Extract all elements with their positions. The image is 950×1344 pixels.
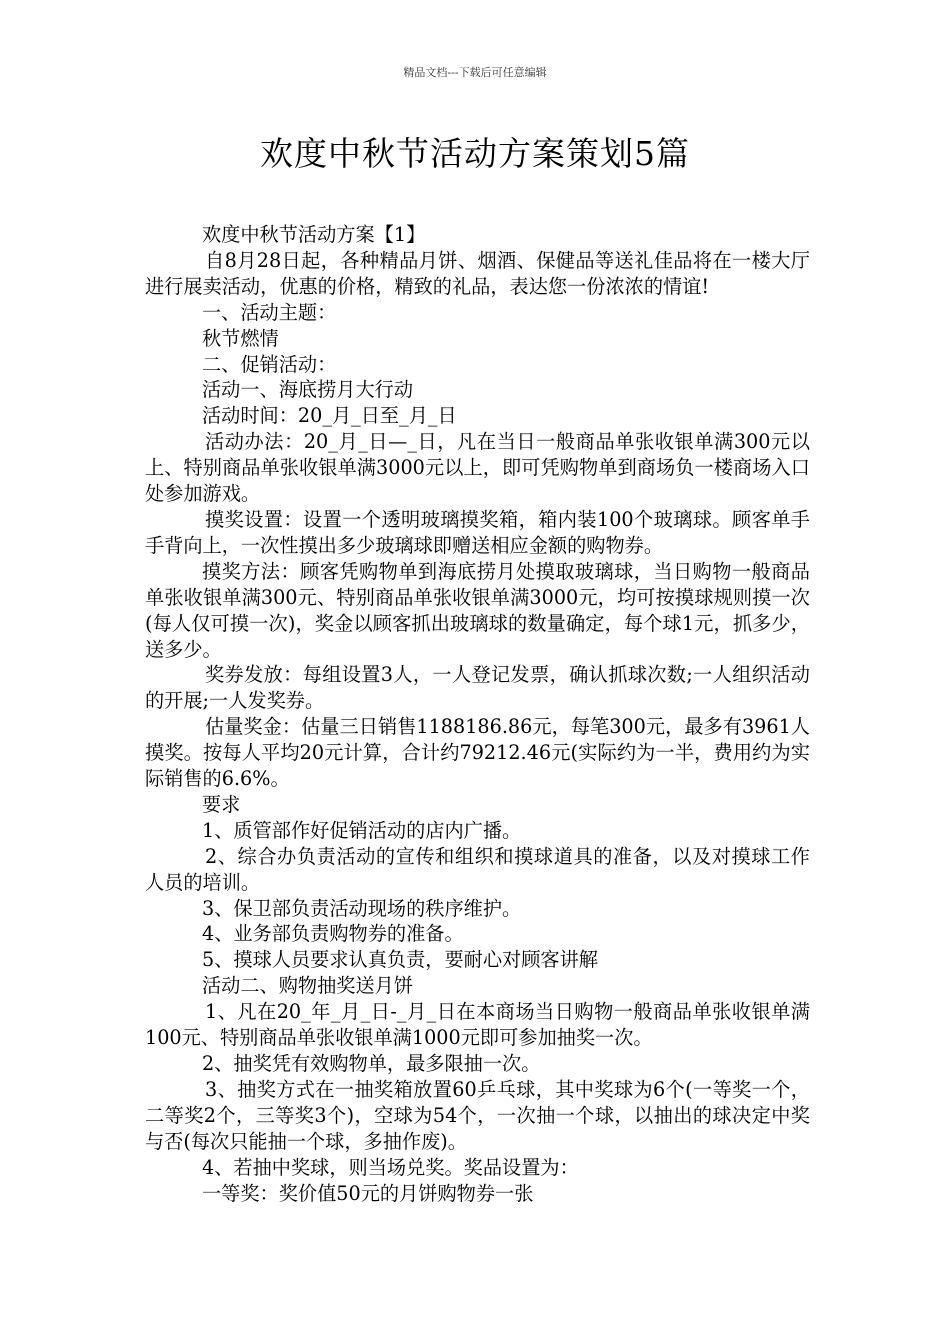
document-title: 欢度中秋节活动方案策划5篇 bbox=[260, 134, 690, 173]
section-heading: 二、促销活动： bbox=[202, 352, 337, 376]
paragraph: 摸奖方法：顾客凭购物单到海底捞月处摸取玻璃球，当日购物一般商品单张收银单满300元、特别商品单张收银单满3000元，均可按摸球规则摸一次(每人仅可摸一次)，奖金以顾客抓出玻璃球的数量确定，每个球1元，抓多少，送多少。 bbox=[145, 559, 810, 661]
list-item: 3、保卫部负责活动现场的秩序维护。 bbox=[202, 896, 522, 920]
list-item: 2、抽奖凭有效购物单，最多限抽一次。 bbox=[202, 1052, 541, 1075]
list-item: 2、综合办负责活动的宣传和组织和摸球道具的准备，以及对摸球工作人员的培训。 bbox=[145, 844, 810, 894]
section-heading: 一、活动主题： bbox=[202, 300, 337, 324]
document-body bbox=[145, 222, 810, 1206]
list-item: 1、质管部作好促销活动的店内广播。 bbox=[202, 818, 522, 842]
section-heading: 要求 bbox=[202, 792, 241, 816]
paragraph: 活动办法：20_月_日—_日，凡在当日一般商品单张收银单满300元以上、特别商品单张收银单满3000元以上，即可凭购物单到商场负一楼商场入口处参加游戏。 bbox=[145, 430, 810, 506]
page-header-note: 精品文档---下载后可任意编辑 bbox=[403, 66, 547, 79]
list-item: 5、摸球人员要求认真负责，要耐心对顾客讲解 bbox=[202, 948, 598, 972]
section-heading: 活动二、购物抽奖送月饼 bbox=[202, 974, 414, 998]
paragraph: 活动时间：20_月_日至_月_日 bbox=[202, 404, 457, 428]
list-item: 3、抽奖方式在一抽奖箱放置60乒乓球，其中奖球为6个(一等奖一个，二等奖2个，三等奖3个)，空球为54个，一次抽一个球，以抽出的球决定中奖与否(每次只能抽一个球，多抽作废)。 bbox=[145, 1077, 810, 1153]
paragraph: 自8月28日起，各种精品月饼、烟酒、保健品等送礼佳品将在一楼大厅进行展卖活动，优惠的价格，精致的礼品，表达您一份浓浓的情谊! bbox=[145, 248, 810, 298]
paragraph: 摸奖设置：设置一个透明玻璃摸奖箱，箱内装100个玻璃球。顾客单手手背向上，一次性摸出多少玻璃球即赠送相应金额的购物券。 bbox=[145, 507, 810, 557]
section-heading: 活动一、海底捞月大行动 bbox=[202, 378, 414, 402]
paragraph: 估量奖金：估量三日销售1188186.86元，每笔300元，最多有3961人摸奖。按每人平均20元计算，合计约79212.46元(实际约为一半，费用约为实际销售的6.6%。 bbox=[145, 715, 810, 791]
paragraph: 奖券发放：每组设置3人，一人登记发票，确认抓球次数;一人组织活动的开展;一人发奖券。 bbox=[145, 663, 810, 713]
list-item: 1、凡在20_年_月_日-_月_日在本商场当日购物一般商品单张收银单满100元、特别商品单张收银单满1000元即可参加抽奖一次。 bbox=[145, 1000, 810, 1050]
list-item: 4、若抽中奖球，则当场兑奖。奖品设置为： bbox=[202, 1155, 579, 1179]
section-heading: 欢度中秋节活动方案【1】 bbox=[202, 223, 426, 246]
paragraph: 秋节燃情 bbox=[202, 326, 279, 350]
list-item: 4、业务部负责购物券的准备。 bbox=[202, 922, 464, 946]
list-item: 一等奖：奖价值50元的月饼购物券一张 bbox=[202, 1181, 534, 1205]
